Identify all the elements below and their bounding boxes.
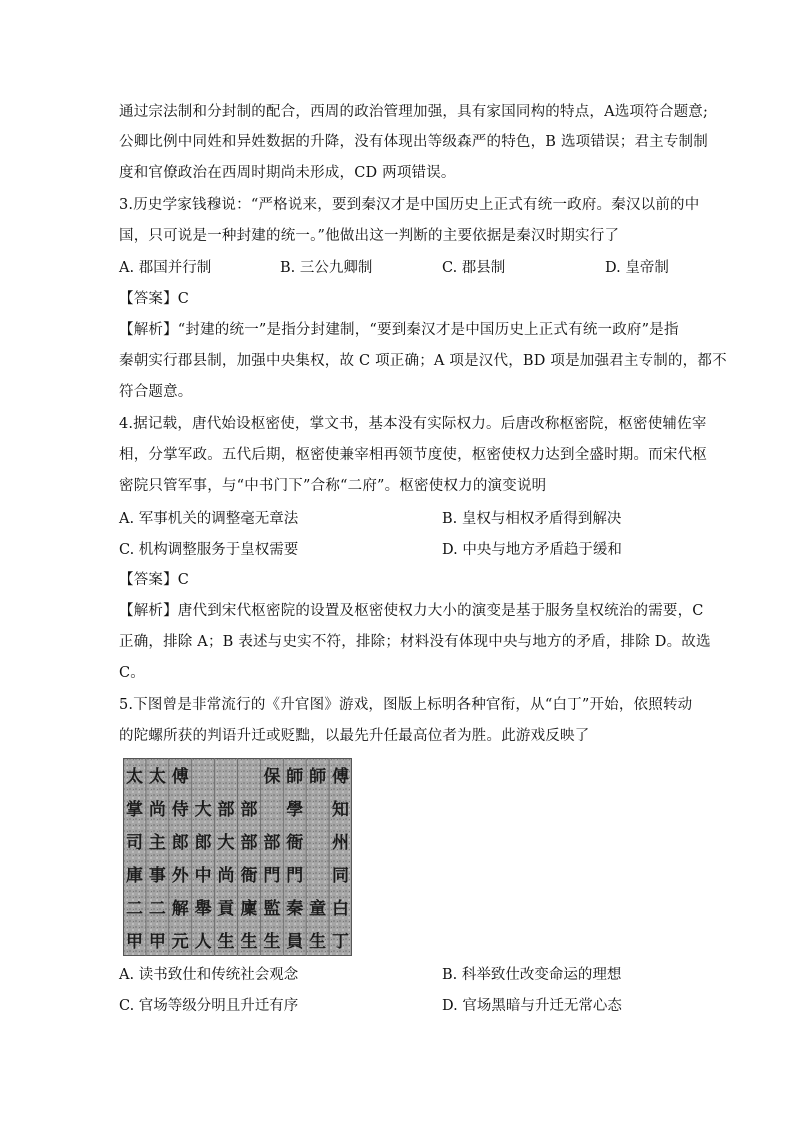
figure-glyph: 部 xyxy=(240,833,258,853)
question-4-stem: 4.据记载，唐代始设枢密使，掌文书，基本没有实际权力。后唐改称枢密院，枢密使辅佐宰 xyxy=(119,416,707,432)
figure-glyph: 生 xyxy=(240,932,258,952)
figure-glyph: 生 xyxy=(217,932,235,952)
figure-glyph: 甲 xyxy=(148,932,166,952)
figure-glyph: 大 xyxy=(217,833,235,853)
figure-glyph: 庫 xyxy=(125,866,143,886)
q4-analysis: C。 xyxy=(119,665,145,681)
figure-glyph: 部 xyxy=(263,833,281,853)
figure-glyph: 傅 xyxy=(171,767,189,787)
figure-glyph: 廩 xyxy=(240,899,258,919)
figure-glyph: 貢 xyxy=(217,899,235,919)
figure-glyph: 州 xyxy=(332,833,350,853)
question-5-stem: 的陀螺所获的判语升迁或贬黜，以最先升任最高位者为胜。此游戏反映了 xyxy=(119,728,590,744)
q4-option-c: C. 机构调整服务于皇权需要 xyxy=(119,542,299,558)
promotion-chart-svg xyxy=(123,758,352,956)
figure-glyph: 師 xyxy=(309,767,327,787)
question-3-stem: 3.历史学家钱穆说：“严格说来，要到秦汉才是中国历史上正式有统一政府。秦汉以前的中 xyxy=(119,197,700,213)
figure-glyph: 舉 xyxy=(194,899,212,919)
question-4-stem: 密院只管军事，与“中书门下”合称“二府”。枢密使权力的演变说明 xyxy=(119,478,547,494)
figure-glyph: 監 xyxy=(263,899,281,919)
figure-glyph: 傅 xyxy=(332,767,350,787)
figure-glyph: 同 xyxy=(332,866,350,886)
figure-glyph: 丁 xyxy=(332,932,350,952)
figure-glyph: 部 xyxy=(240,800,258,820)
figure-glyph: 衙 xyxy=(240,866,258,886)
q3-analysis: 符合题意。 xyxy=(119,384,193,400)
figure-glyph: 秦 xyxy=(286,899,304,919)
q5-option-b: B. 科举致仕改变命运的理想 xyxy=(442,967,622,983)
figure-glyph: 太 xyxy=(148,767,166,787)
figure-glyph: 甲 xyxy=(125,932,143,952)
figure-glyph: 二 xyxy=(148,899,166,919)
figure-glyph: 童 xyxy=(309,899,327,919)
promotion-chart-image xyxy=(123,758,352,956)
q3-option-a: A. 郡国并行制 xyxy=(119,260,212,276)
figure-glyph: 尚 xyxy=(217,866,235,886)
figure-glyph: 部 xyxy=(217,800,235,820)
figure-glyph: 衙 xyxy=(286,833,304,853)
question-5-stem: 5.下图曾是非常流行的《升官图》游戏，图版上标明各种官衔，从“白丁”开始，依照转动 xyxy=(119,697,693,713)
figure-glyph: 事 xyxy=(148,866,166,886)
question-3-stem: 国，只可说是一种封建的统一。”他做出这一判断的主要依据是秦汉时期实行了 xyxy=(119,228,620,244)
q3-option-b: B. 三公九卿制 xyxy=(280,260,373,276)
text-line: 度和官僚政治在西周时期尚未形成，CD 两项错误。 xyxy=(119,165,456,181)
q5-option-d: D. 官场黑暗与升迁无常心态 xyxy=(442,998,622,1014)
text-line: 公卿比例中同姓和异姓数据的升降，没有体现出等级森严的特色，B 选项错误；君主专制制 xyxy=(119,134,708,150)
q4-analysis: 正确，排除 A；B 表述与史实不符，排除；材料没有体现中央与地方的矛盾，排除 D。故选 xyxy=(119,634,711,650)
figure-glyph: 中 xyxy=(194,866,212,886)
figure-glyph: 二 xyxy=(125,899,143,919)
figure-glyph: 尚 xyxy=(148,800,166,820)
text-line: 通过宗法制和分封制的配合，西周的政治管理加强，具有家国同构的特点，A选项符合题意; xyxy=(119,104,709,120)
figure-glyph: 門 xyxy=(286,866,304,886)
q3-answer: 【答案】C xyxy=(119,291,190,307)
q5-option-c: C. 官场等级分明且升迁有序 xyxy=(119,998,299,1014)
figure-glyph: 門 xyxy=(263,866,281,886)
figure-glyph: 解 xyxy=(171,899,189,919)
figure-glyph: 生 xyxy=(263,932,281,952)
figure-glyph: 白 xyxy=(332,899,350,919)
figure-glyph: 太 xyxy=(125,767,143,787)
q3-option-c: C. 郡县制 xyxy=(442,260,506,276)
figure-glyph: 學 xyxy=(286,800,304,820)
figure-glyph: 郎 xyxy=(194,833,212,853)
figure-glyph: 師 xyxy=(286,767,304,787)
q3-option-d: D. 皇帝制 xyxy=(605,260,669,276)
figure-glyph: 司 xyxy=(125,833,143,853)
figure-glyph: 元 xyxy=(171,932,189,952)
figure-glyph: 郎 xyxy=(171,833,189,853)
figure-glyph: 人 xyxy=(194,932,212,952)
question-4-stem: 相，分掌军政。五代后期，枢密使兼宰相再领节度使，枢密使权力达到全盛时期。而宋代枢 xyxy=(119,447,707,463)
figure-glyph: 知 xyxy=(332,800,350,820)
q4-option-a: A. 军事机关的调整毫无章法 xyxy=(119,511,299,527)
figure-glyph: 大 xyxy=(194,800,212,820)
q3-analysis: 秦朝实行郡县制，加强中央集权，故 C 项正确；A 项是汉代，BD 项是加强君主专制的，都不 xyxy=(119,353,727,369)
figure-glyph: 侍 xyxy=(171,800,189,820)
figure-glyph: 保 xyxy=(263,767,281,787)
q4-analysis: 【解析】唐代到宋代枢密院的设置及枢密使权力大小的演变是基于服务皇权统治的需要，C xyxy=(119,603,704,619)
q4-answer: 【答案】C xyxy=(119,572,190,588)
q3-analysis: 【解析】“封建的统一”是指分封建制，“要到秦汉才是中国历史上正式有统一政府”是指 xyxy=(119,322,679,338)
figure-glyph: 外 xyxy=(171,866,189,886)
figure-glyph: 主 xyxy=(148,833,166,853)
q4-option-b: B. 皇权与相权矛盾得到解决 xyxy=(442,511,622,527)
figure-glyph: 員 xyxy=(286,932,304,952)
q4-option-d: D. 中央与地方矛盾趋于缓和 xyxy=(442,542,622,558)
figure-glyph: 生 xyxy=(309,932,327,952)
q5-option-a: A. 读书致仕和传统社会观念 xyxy=(119,967,299,983)
figure-glyph: 掌 xyxy=(125,800,143,820)
